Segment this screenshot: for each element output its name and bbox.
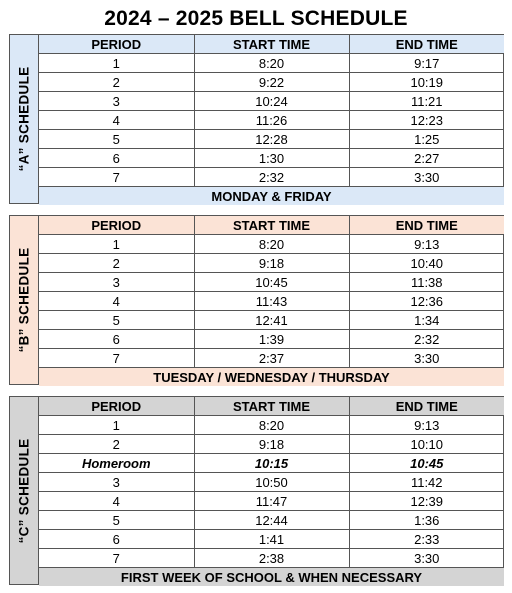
table-row [39, 254, 504, 273]
start-time-cell: 11:47 [194, 492, 349, 511]
start-time-cell: 11:43 [194, 292, 349, 311]
start-time-cell: 12:28 [194, 130, 349, 149]
start-time-cell: 2:37 [194, 349, 349, 368]
period-header: PERIOD [39, 397, 194, 416]
start-time-cell: 8:20 [194, 235, 349, 254]
period-cell: 1 [39, 235, 194, 254]
period-cell: 2 [39, 435, 194, 454]
end-time-cell: 9:13 [349, 416, 504, 435]
table-row [39, 149, 504, 168]
end-time-cell: 11:42 [349, 473, 504, 492]
start-time-cell: 1:30 [194, 149, 349, 168]
start-time-cell: 9:22 [194, 73, 349, 92]
table-row [39, 292, 504, 311]
start-time-cell: 11:26 [194, 111, 349, 130]
end-time-cell: 3:30 [349, 168, 504, 187]
start-time-cell: 2:38 [194, 549, 349, 568]
end-time-cell: 11:38 [349, 273, 504, 292]
homeroom-row [39, 454, 504, 473]
start-time-header: START TIME [194, 397, 349, 416]
schedule-a-side-label [10, 35, 39, 203]
schedule-b-table [39, 216, 504, 386]
end-time-cell: 2:33 [349, 530, 504, 549]
end-time-header: END TIME [349, 397, 504, 416]
table-row [39, 130, 504, 149]
table-row [39, 549, 504, 568]
start-time-header: START TIME [194, 35, 349, 54]
table-row [39, 311, 504, 330]
start-time-cell: 9:18 [194, 254, 349, 273]
period-cell: 5 [39, 311, 194, 330]
table-header-row [39, 35, 504, 54]
end-time-cell: 12:36 [349, 292, 504, 311]
end-time-cell: 3:30 [349, 549, 504, 568]
period-cell: 6 [39, 330, 194, 349]
end-time-cell: 2:32 [349, 330, 504, 349]
start-time-cell: 10:45 [194, 273, 349, 292]
table-row [39, 54, 504, 73]
start-time-cell: 9:18 [194, 435, 349, 454]
start-time-cell: 12:44 [194, 511, 349, 530]
table-row [39, 492, 504, 511]
schedule-b-side-label [10, 216, 39, 384]
schedule-a-label: “A” SCHEDULE [16, 66, 32, 172]
start-time-cell: 10:24 [194, 92, 349, 111]
table-row [39, 235, 504, 254]
table-row [39, 349, 504, 368]
schedule-c-table [39, 397, 504, 586]
start-time-header: START TIME [194, 216, 349, 235]
table-row [39, 92, 504, 111]
end-time-cell: 12:23 [349, 111, 504, 130]
table-row [39, 111, 504, 130]
table-header-row [39, 397, 504, 416]
end-time-cell: 9:13 [349, 235, 504, 254]
period-cell: 1 [39, 416, 194, 435]
schedule-c-block [9, 396, 504, 585]
period-cell: 3 [39, 273, 194, 292]
table-row [39, 330, 504, 349]
start-time-cell: 1:41 [194, 530, 349, 549]
table-row [39, 473, 504, 492]
end-time-header: END TIME [349, 216, 504, 235]
schedule-c-days: FIRST WEEK OF SCHOOL & WHEN NECESSARY [39, 568, 504, 587]
table-row [39, 168, 504, 187]
period-cell: 3 [39, 473, 194, 492]
end-time-cell: 12:39 [349, 492, 504, 511]
schedule-a-block [9, 34, 504, 204]
table-row [39, 416, 504, 435]
page-title: 2024 – 2025 BELL SCHEDULE [104, 7, 408, 30]
table-row [39, 530, 504, 549]
period-cell: 6 [39, 149, 194, 168]
schedule-c-footer-row [39, 568, 504, 587]
end-time-cell: 10:19 [349, 73, 504, 92]
period-cell: Homeroom [39, 454, 194, 473]
end-time-cell: 9:17 [349, 54, 504, 73]
schedule-c-side-label [10, 397, 39, 584]
period-cell: 5 [39, 130, 194, 149]
start-time-cell: 10:50 [194, 473, 349, 492]
schedule-b-footer-row [39, 368, 504, 387]
end-time-cell: 11:21 [349, 92, 504, 111]
start-time-cell: 8:20 [194, 416, 349, 435]
period-cell: 3 [39, 92, 194, 111]
table-row [39, 73, 504, 92]
schedule-a-table [39, 35, 504, 205]
table-row [39, 435, 504, 454]
end-time-cell: 3:30 [349, 349, 504, 368]
start-time-cell: 1:39 [194, 330, 349, 349]
period-cell: 7 [39, 168, 194, 187]
schedule-b-days: TUESDAY / WEDNESDAY / THURSDAY [39, 368, 504, 387]
period-cell: 5 [39, 511, 194, 530]
end-time-cell: 1:36 [349, 511, 504, 530]
end-time-cell: 1:25 [349, 130, 504, 149]
schedule-a-footer-row [39, 187, 504, 206]
period-cell: 1 [39, 54, 194, 73]
start-time-cell: 10:15 [194, 454, 349, 473]
table-row [39, 273, 504, 292]
schedule-b-block [9, 215, 504, 385]
period-cell: 2 [39, 73, 194, 92]
period-cell: 4 [39, 111, 194, 130]
period-cell: 4 [39, 292, 194, 311]
schedule-c-label: “C” SCHEDULE [16, 438, 32, 543]
start-time-cell: 8:20 [194, 54, 349, 73]
end-time-cell: 10:40 [349, 254, 504, 273]
period-cell: 6 [39, 530, 194, 549]
schedule-a-days: MONDAY & FRIDAY [39, 187, 504, 206]
end-time-cell: 10:10 [349, 435, 504, 454]
period-header: PERIOD [39, 35, 194, 54]
period-header: PERIOD [39, 216, 194, 235]
end-time-header: END TIME [349, 35, 504, 54]
period-cell: 2 [39, 254, 194, 273]
end-time-cell: 10:45 [349, 454, 504, 473]
period-cell: 7 [39, 349, 194, 368]
end-time-cell: 2:27 [349, 149, 504, 168]
start-time-cell: 2:32 [194, 168, 349, 187]
period-cell: 7 [39, 549, 194, 568]
table-header-row [39, 216, 504, 235]
period-cell: 4 [39, 492, 194, 511]
schedule-b-label: “B” SCHEDULE [16, 247, 32, 353]
table-row [39, 511, 504, 530]
start-time-cell: 12:41 [194, 311, 349, 330]
end-time-cell: 1:34 [349, 311, 504, 330]
